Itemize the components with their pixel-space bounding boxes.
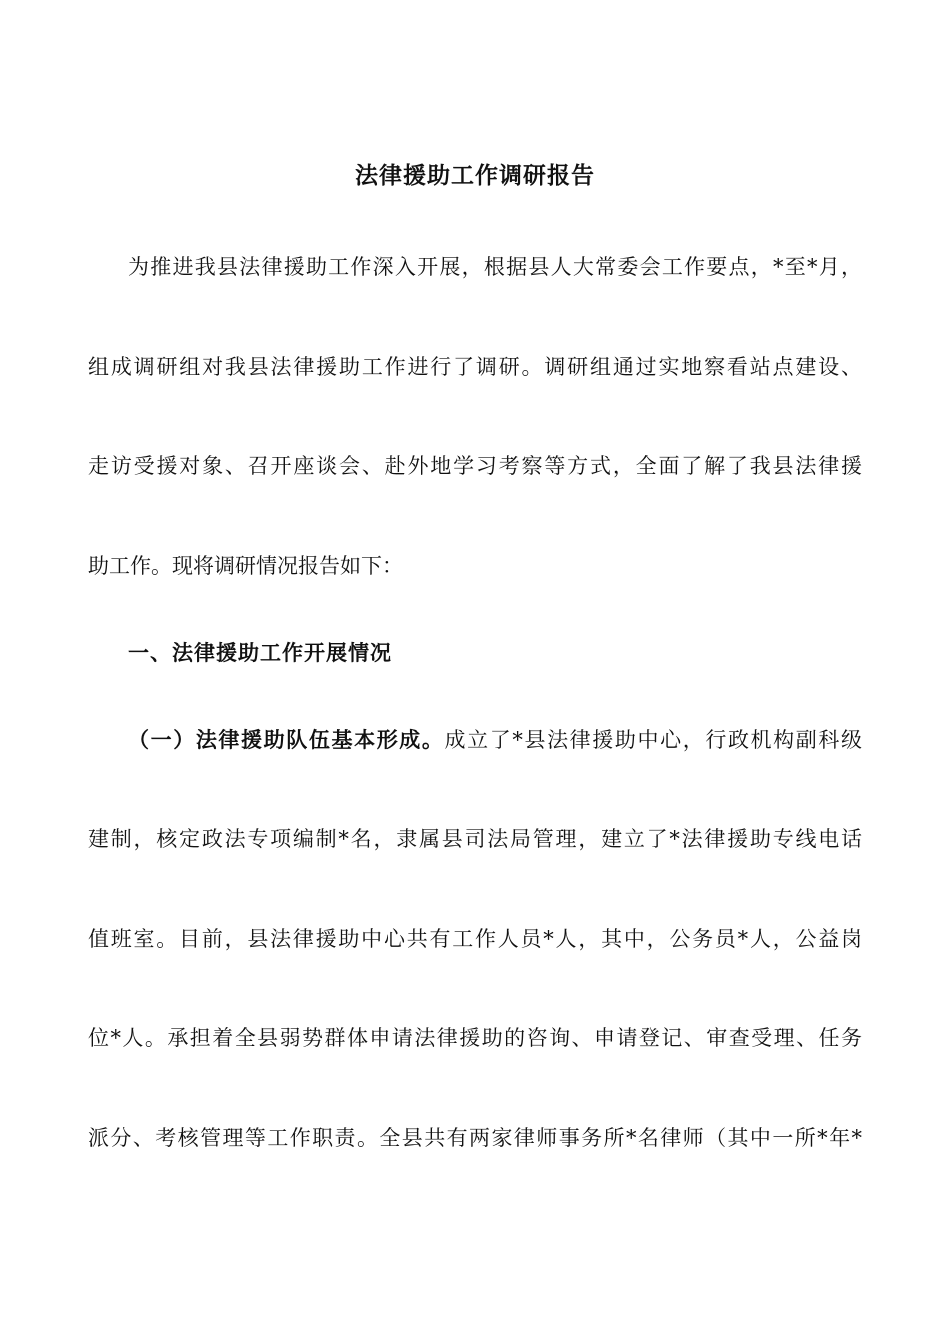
sub-1-line-2: 建制，核定政法专项编制*名，隶属县司法局管理，建立了*法律援助专线电话 — [88, 827, 862, 851]
intro-line-4: 助工作。现将调研情况报告如下： — [88, 554, 403, 578]
intro-line-3: 走访受援对象、召开座谈会、赴外地学习考察等方式，全面了解了我县法律援 — [88, 454, 862, 478]
section-1-heading: 一、法律援助工作开展情况 — [128, 640, 392, 665]
sub-1-line-5: 派分、考核管理等工作职责。全县共有两家律师事务所*名律师（其中一所*年* — [88, 1126, 862, 1150]
document-title: 法律援助工作调研报告 — [355, 162, 595, 189]
sub-1-line-1-text: 成立了*县法律援助中心，行政机构副科级 — [444, 728, 862, 752]
sub-1-line-1 — [128, 723, 862, 757]
sub-1-heading: （一）法律援助队伍基本形成。 — [128, 727, 445, 752]
sub-1-line-4: 位*人。承担着全县弱势群体申请法律援助的咨询、申请登记、审查受理、任务 — [88, 1026, 862, 1050]
intro-line-2: 组成调研组对我县法律援助工作进行了调研。调研组通过实地察看站点建设、 — [88, 355, 862, 379]
intro-line-1: 为推进我县法律援助工作深入开展，根据县人大常委会工作要点，*至*月， — [128, 255, 862, 279]
sub-1-line-3: 值班室。目前，县法律援助中心共有工作人员*人，其中，公务员*人，公益岗 — [88, 927, 862, 951]
